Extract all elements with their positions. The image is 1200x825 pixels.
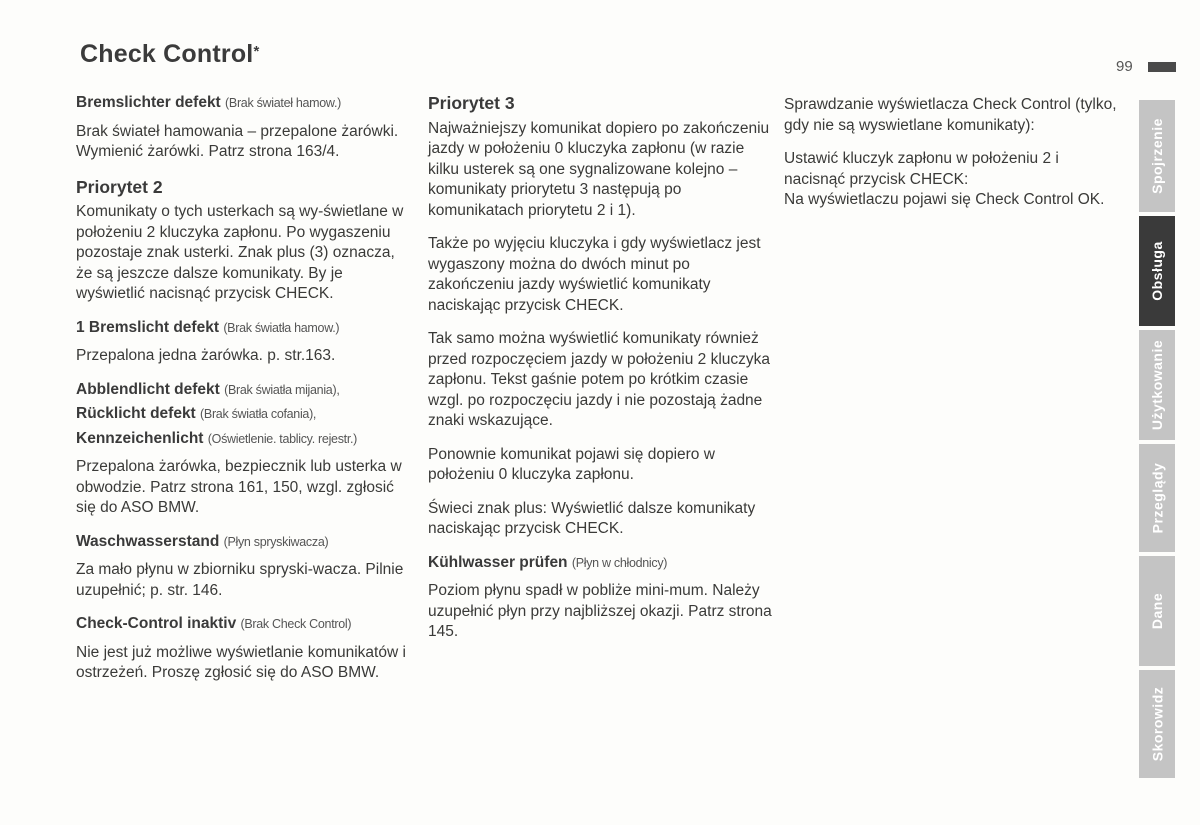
- tab-label: Przeglądy: [1149, 462, 1166, 534]
- entry-text: Przepalona żarówka, bezpiecznik lub usterka w obwodzie. Patrz strona 161, 150, wzgl. zgłosić się do ASO BMW.: [76, 458, 402, 516]
- section-heading-priorytet-2: Priorytet 2: [76, 176, 163, 197]
- tab-label: Skorowidz: [1149, 686, 1166, 762]
- entry-text: Brak świateł hamowania – przepalone żarówki. Wymienić żarówki. Patrz strona 163/4.: [76, 122, 399, 160]
- entry-text: Za mało płynu w zbiorniku spryski-wacza. Pilnie uzupełnić; p. str. 146.: [76, 561, 404, 599]
- entry-kuhlwasser: [428, 553, 773, 574]
- tab-skorowidz[interactable]: [1139, 670, 1175, 778]
- entry-translation: (Płyn w chłodnicy): [571, 555, 668, 570]
- tab-label: Użytkowanie: [1149, 339, 1165, 431]
- entry-text: Przepalona jedna żarówka. p. str.163.: [76, 347, 336, 364]
- tab-obsluga[interactable]: [1139, 216, 1175, 326]
- entry-heading: Check-Control inaktiv: [76, 615, 237, 632]
- section-heading-priorytet-3: Priorytet 3: [428, 93, 515, 113]
- entry-translation: (Płyn spryskiwacza): [223, 534, 329, 549]
- tab-label: Obsługa: [1149, 241, 1166, 301]
- section-text: Komunikaty o tych usterkach są wy-świetlane w położeniu 2 kluczyka zapłonu. Po wygaszeniu pozostaje znak usterki. Znak plus (3) oznacza, że są jeszcze dalsze komunikaty. By je wyświetlić nacisnąć przycisk CHECK.: [76, 203, 404, 302]
- entry-waschwasserstand: [76, 532, 411, 553]
- entry-translation: (Brak światła mijania),: [224, 382, 340, 397]
- tab-spojrzenie[interactable]: [1139, 100, 1175, 212]
- entry-heading: Kühlwasser prüfen: [428, 553, 568, 571]
- paragraph: Także po wyjęciu kluczyka i gdy wyświetlacz jest wygaszony można do dwóch minut po zakończeniu jazdy wyświetlić komunikaty naciskając przycisk CHECK.: [428, 235, 761, 314]
- entry-heading: Abblendlicht defekt: [76, 380, 220, 398]
- entry-heading: 1 Bremslicht defekt: [76, 318, 219, 336]
- tab-dane[interactable]: [1139, 556, 1175, 666]
- entry-translation: (Brak światła hamow.): [223, 320, 340, 335]
- entry-text: Poziom płynu spadł w pobliże mini-mum. Należy uzupełnić płyn przy najbliższej okazji. Patrz strona 145.: [428, 582, 772, 640]
- paragraph: Świeci znak plus: Wyświetlić dalsze komunikaty naciskając przycisk CHECK.: [428, 499, 756, 537]
- tab-przeglady[interactable]: [1139, 444, 1175, 552]
- entry-kennzeichenlicht: [76, 429, 411, 450]
- paragraph: Tak samo można wyświetlić komunikaty również przed rozpoczęciem jazdy w położeniu 2 kluczyka zapłonu. Tekst gaśnie potem po krótkim czasie wzgl. po rozpoczęciu jazdy i nie pozostają żadne znaki wskazujące.: [428, 330, 771, 429]
- page-number-bar: [1148, 62, 1176, 72]
- tab-label: Spojrzenie: [1149, 118, 1166, 194]
- entry-abblendlicht: [76, 380, 411, 401]
- tab-uzytkowanie[interactable]: [1139, 330, 1175, 440]
- entry-rucklicht: [76, 404, 411, 425]
- entry-bremslicht: [76, 318, 411, 339]
- paragraph: Ponownie komunikat pojawi się dopiero w położeniu 0 kluczyka zapłonu.: [428, 445, 715, 483]
- page-title: Check Control*: [80, 40, 260, 68]
- entry-heading: Rücklicht defekt: [76, 405, 196, 422]
- entry-translation: (Brak świateł hamow.): [225, 96, 342, 110]
- column-middle: [428, 93, 773, 656]
- column-right: [784, 95, 1119, 224]
- entry-heading: Waschwasserstand: [76, 532, 220, 550]
- paragraph: Ustawić kluczyk zapłonu w położeniu 2 i nacisnąć przycisk CHECK: Na wyświetlaczu pojawi się Check Control OK.: [784, 150, 1105, 208]
- page-number: 99: [1116, 58, 1133, 75]
- entry-text: Nie jest już możliwe wyświetlanie komunikatów i ostrzeżeń. Proszę zgłosić się do ASO BMW.: [76, 643, 406, 681]
- paragraph: Najważniejszy komunikat dopiero po zakończeniu jazdy w położeniu 0 kluczyka zapłonu (w razie kilku usterek są one sygnalizowane kolejno – komunikaty priorytetu 3 następują po komunikatach priorytetu 2 i 1).: [428, 119, 770, 219]
- entry-translation: (Brak światła cofania),: [200, 407, 317, 421]
- tab-label: Dane: [1149, 592, 1166, 630]
- entry-heading: Bremslichter defekt: [76, 94, 221, 111]
- entry-translation: (Brak Check Control): [240, 617, 352, 631]
- paragraph: Sprawdzanie wyświetlacza Check Control (tylko, gdy nie są wyswietlane komunikaty):: [784, 96, 1117, 134]
- column-left: [76, 93, 411, 697]
- entry-translation: (Oświetlenie. tablicy. rejestr.): [207, 431, 358, 446]
- entry-heading: Kennzeichenlicht: [76, 429, 204, 447]
- entry-check-control-inaktiv: [76, 614, 411, 635]
- entry-bremslichter: [76, 93, 411, 114]
